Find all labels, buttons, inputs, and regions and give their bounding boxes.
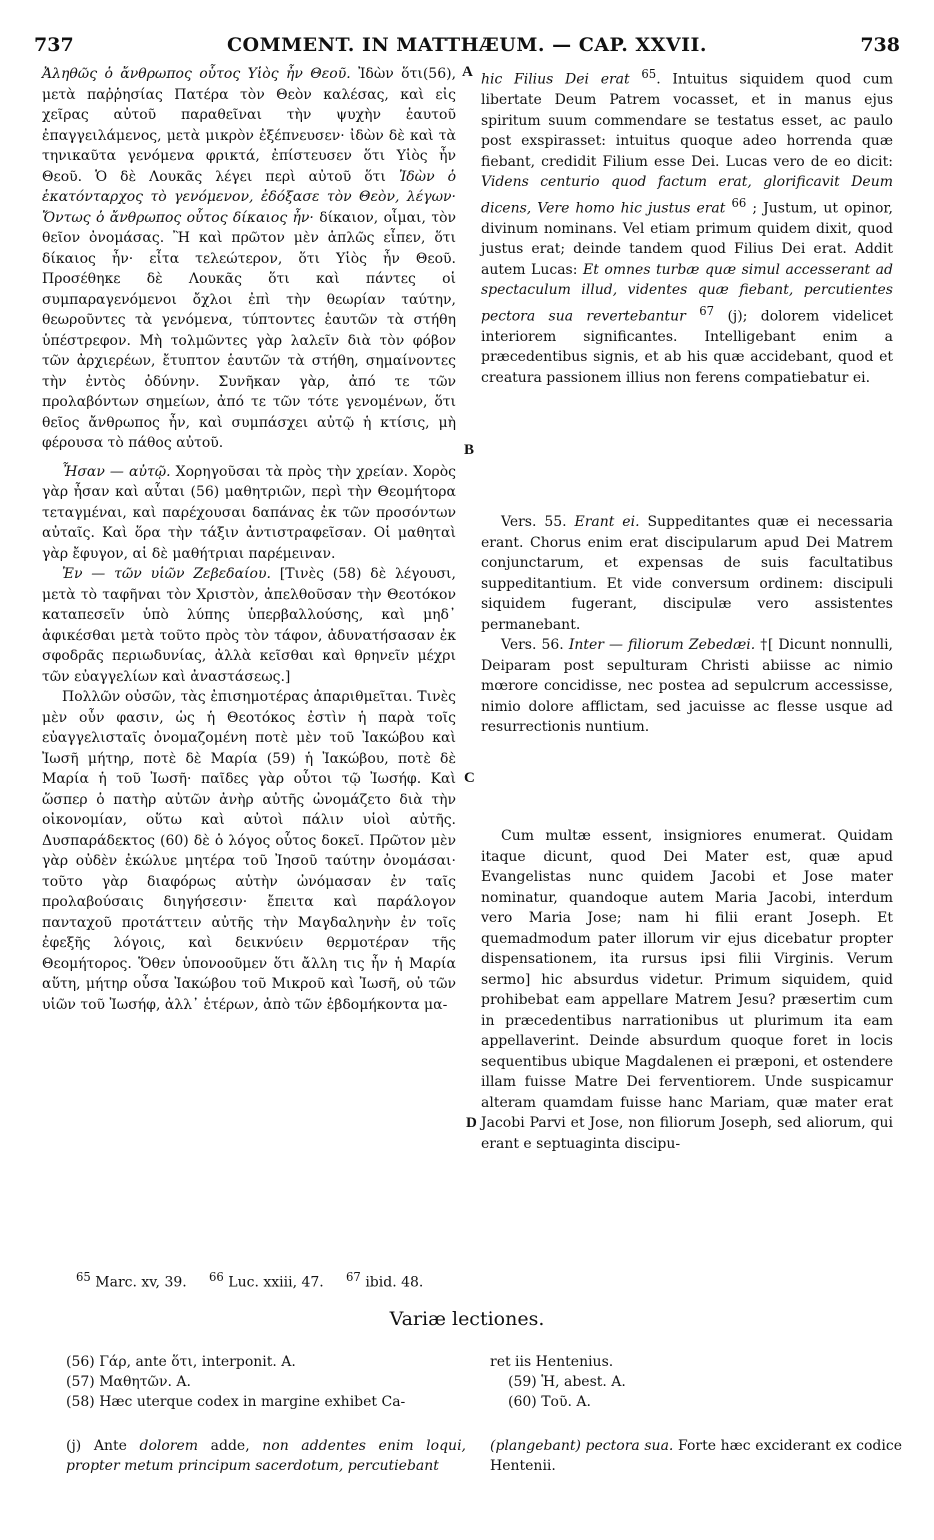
varia-item: (57) Μαθητῶν. A. bbox=[66, 1374, 191, 1390]
page-number-left: 737 bbox=[34, 34, 74, 56]
footnote-number: 66 bbox=[209, 1270, 224, 1284]
greek-column bbox=[42, 64, 456, 1015]
lemma: Ἀληθῶς ὁ ἄνθρωπος οὗτος Υἱὸς ἦν Θεοῦ. bbox=[42, 66, 351, 82]
footnote-ref: 66 bbox=[731, 195, 747, 210]
note-text: dolorem bbox=[139, 1438, 199, 1454]
latin-text: †[ Dicunt nonnulli, Deiparam post sepulturam Christi abiisse ac nimio mœrore concidisse, nec postea ad sepulcrum accessisse, nimio dolore afflictam, sed jacuisse ac flesse usque ad resurrectionis nuntium. bbox=[481, 637, 893, 735]
margin-marker-a: A bbox=[462, 64, 473, 80]
varia-item: (60) Τοῦ. A. bbox=[508, 1394, 591, 1410]
latin-text: Cum multæ essent, insigniores enumerat. Quidam itaque dicunt, quod Dei Mater est, quæ apud Evangelistas nunc quidem Jacobi et Jose mater nominatur, quandoque autem Maria Jacobi, interdum vero Maria Jose; nam hi filii erant Joseph. Et quemadmodum pater illorum vir ejus dicebatur propter dispensationem, ita rursus ipsi filii Virginis. Verum sermo] hic absurdus videtur. Primum siquidem, quid prohibebat eam appellare Matrem Jesu? præsertim cum in præcedentibus narrationibus ut plurimum ita eam appellaverint. Deinde absurdum quoque foret in locis sequentibus ubique Magdalenen ei præponi, et ostendere illam fuisse Matre Dei ferventiorem. Unde suspicamur alteram quamdam fuisse hanc Mariam, quæ mater erat Jacobi Parvi et Jose, non filiorum Joseph, sed aliorum, qui erant e septuaginta discipu- bbox=[481, 828, 893, 1152]
varia-item: ret iis Hentenius. bbox=[490, 1354, 614, 1370]
varia-item: (59) Ἡ, abest. A. bbox=[508, 1374, 626, 1390]
scripture-quote: Videns centurio quod factum erat, glorificavit Deum dicens, Vere homo hic justus erat bbox=[481, 174, 893, 217]
greek-paragraph bbox=[42, 564, 456, 687]
variae-lectiones-title: Variæ lectiones. bbox=[389, 1308, 545, 1330]
latin-text: Suppeditantes quæ ei necessaria erant. Chorus enim erat discipularum apud Dei Matrem conjunctarum, et expensas de suis facultatibus suppeditantium. Et vide conversum ordinem: discipuli siquidem fugerant, discipulæ vero assistentes permanebant. bbox=[481, 514, 894, 633]
footnotes bbox=[76, 1270, 423, 1291]
lemma: Ἐν — τῶν υἱῶν Ζεβεδαίου. bbox=[62, 566, 271, 582]
greek-text: Ἰδὼν ὅτι(56), μετὰ παῤῥησίας Πατέρα τὸν Θεὸν καλέσας, καὶ εἰς χεῖρας αὐτοῦ παραθεῖναι τὴν ψυχὴν ἑαυτοῦ ἐπαγγειλάμενος, μετὰ μικρὸν ἐξέπνευσεν· ἰδὼν δὲ καὶ τὰ τηνικαῦτα γενόμενα φρικτά, ἐπίστευσεν ὅτι Υἱὸς ἦν Θεοῦ. Ὁ δὲ Λουκᾶς λέγει περὶ αὐτοῦ ὅτι bbox=[42, 66, 457, 185]
latin-text: (j); dolorem videlicet interiorem significantes. Intelligebant enim a præcedentibus signis, et ab his quæ accidebant, quod et creatura passionem illius non ferens compatiebatur ei. bbox=[481, 308, 894, 386]
greek-text: δίκαιον, οἶμαι, τὸν θεῖον ὀνομάσας. Ἢ καὶ πρῶτον μὲν ἁπλῶς εἶπεν, ὅτι δίκαιος ἦν· εἶτα τελεώτερον, ὅτι Υἱὸς ἦν Θεοῦ. Προσέθηκε δὲ Λουκᾶς ὅτι καὶ πάντες οἱ συμπαραγενόμενοι ὄχλοι ἐπὶ τὴν θεωρίαν ταύτην, θεωροῦντες τὰ γενόμενα, τύπτοντες ἑαυτῶν τὰ στήθη ὑπέστρεφον. Μὴ τολμῶντες γὰρ λαλεῖν διὰ τὸν φόβον τῶν ἀρχιερέων, ἔτυπτον ἑαυτῶν τὰ στήθη, σημαίνοντες τὴν ἐντὸς ὀδύνην. Συνῆκαν γὰρ, ἀπό τε τῶν προλαβόντων σημείων, ἀπό τε τῶν τότε γενομένων, ὅτι θεῖος ἄνθρωπος ἦν, καὶ συμπάσχει αὐτῷ ἡ κτίσις, μὴ φέρουσα τὸ πάθος αὐτοῦ. bbox=[42, 209, 457, 451]
verse-ref: Vers. 56. bbox=[501, 637, 564, 653]
footnote-ref: 65 bbox=[641, 67, 657, 81]
footnote-number: 67 bbox=[346, 1270, 361, 1284]
note-text: (j) Ante bbox=[66, 1438, 127, 1454]
greek-paragraph bbox=[42, 462, 456, 565]
page-number-right: 738 bbox=[860, 34, 900, 56]
latin-paragraph bbox=[481, 512, 893, 635]
greek-paragraph bbox=[42, 64, 456, 454]
note-text: Forte hæc exciderant ex codice Hentenii. bbox=[490, 1438, 902, 1474]
lemma: Inter — filiorum Zebedæi. bbox=[568, 637, 756, 653]
editorial-note-left bbox=[66, 1436, 466, 1476]
latin-column-block-3 bbox=[481, 826, 893, 1154]
scripture-quote: Ἰδὼν ὁ ἑκατόνταρχος τὸ γενόμενον, ἐδόξασε τὸν Θεὸν, λέγων· Ὄντως ὁ ἄνθρωπος οὗτος δίκαιος ἦν· bbox=[42, 168, 457, 226]
latin-text: ; Justum, ut opinor, divinum nominans. Vel etiam primum quidem dixit, quod justus erat; deinde tandem quod Filius Dei erat. Addit autem Lucas: bbox=[481, 200, 894, 278]
verse-ref: Vers. 55. bbox=[501, 514, 567, 530]
footnote-text: Luc. xxiii, 47. bbox=[228, 1274, 324, 1291]
variae-left bbox=[66, 1352, 466, 1412]
latin-column-block-2 bbox=[481, 512, 893, 738]
varia-item: (58) Hæc uterque codex in margine exhibet Ca- bbox=[66, 1394, 406, 1410]
latin-paragraph bbox=[481, 826, 893, 1154]
note-text: (plangebant) pectora sua. bbox=[490, 1438, 674, 1454]
variae-right bbox=[490, 1352, 890, 1412]
lemma: Erant ei. bbox=[574, 514, 640, 530]
note-text: non addentes enim loqui, propter metum principum sacerdotum, percutiebant bbox=[66, 1438, 466, 1474]
latin-paragraph bbox=[481, 64, 893, 388]
running-title: COMMENT. IN MATTHÆUM. — CAP. XXVII. bbox=[226, 34, 708, 56]
latin-paragraph bbox=[481, 635, 893, 738]
margin-marker-c: C bbox=[464, 770, 475, 786]
footnote-number: 65 bbox=[76, 1270, 91, 1284]
scripture-quote: Et omnes turbæ quæ simul accesserant ad spectaculum illud, videntes quæ fiebant, percutientes pectora sua revertebantur bbox=[481, 261, 893, 325]
lemma: Ἦσαν — αὐτῷ. bbox=[62, 463, 171, 480]
margin-marker-d: D bbox=[466, 1115, 477, 1131]
greek-text: Χορηγοῦσαι τὰ πρὸς τὴν χρείαν. Χορὸς γὰρ ἦσαν καὶ αὗται (56) μαθητριῶν, περὶ τὴν Θεομήτορα τεταγμέναι, καὶ παρέχουσαι δαπάνας ἐκ τῶν προσόντων αὐταῖς. Καὶ ὅρα τὴν τάξιν ἀντιστραφεῖσαν. Οἱ μαθηταὶ γὰρ ἔφυγον, αἱ δὲ μαθήτριαι παρέμειναν. bbox=[42, 463, 456, 562]
varia-item: (56) Γάρ, ante ὅτι, interponit. A. bbox=[66, 1354, 296, 1370]
margin-marker-b: B bbox=[464, 442, 475, 458]
greek-text: Πολλῶν οὐσῶν, τὰς ἐπισημοτέρας ἀπαριθμεῖται. Τινὲς μὲν οὖν φασιν, ὡς ἡ Θεοτόκος ἐστὶν ἡ παρὰ τοῖς εὐαγγελισταῖς ὀνομαζομένη ποτὲ μὲν τοῦ Ἰακώβου καὶ Ἰωσῆ μήτηρ, ποτὲ δὲ Μαρία (59) ἡ Ἰακώβου, ποτὲ δὲ Μαρία ἡ τοῦ Ἰωσῆ· παῖδες γὰρ οὗτοι τῷ Ἰωσήφ. Καὶ ὥσπερ ὁ πατὴρ αὐτῶν ἀνὴρ αὐτῆς ὠνομάζετο διὰ τὴν οἰκονομίαν, οὕτω καὶ αὐτοὶ πάλιν υἱοὶ αὐτῆς. Δυσπαράδεκτος (60) δὲ ὁ λόγος οὗτος δοκεῖ. Πρῶτον μὲν γὰρ οὐδὲν ἐκώλυε μητέρα τοῦ Ἰησοῦ ταύτην ὀνομάσαι· τοῦτο γὰρ διαφόρως αὐτὴν ὠνόμασαν ἐν ταῖς προλαβούσαις διηγήσεσιν· ἔπειτα καὶ παράλογον πανταχοῦ προτάττειν αὐτῆς τὴν Μαγδαληνὴν ἐν τοῖς ἐφεξῆς λόγοις, καὶ δεικνύειν θερμοτέραν τῆς Θεομήτορος. Ὅθεν ὑπονοοῦμεν ὅτι ἄλλη τις ἦν ἡ Μαρία αὕτη, μήτηρ οὖσα Ἰακώβου τοῦ Μικροῦ καὶ Ἰωσῆ, οὐ τῶν υἱῶν τοῦ Ἰωσήφ, ἀλλ᾽ ἑτέρων, ἀπὸ τῶν ἑβδομήκοντα μα- bbox=[42, 689, 456, 1013]
scripture-quote: hic Filius Dei erat bbox=[481, 71, 630, 88]
footnote-text: ibid. 48. bbox=[365, 1274, 424, 1291]
editorial-note-right bbox=[490, 1436, 902, 1476]
footnote-text: Marc. xv, 39. bbox=[95, 1274, 187, 1291]
latin-text: . Intuitus siquidem quod cum libertate Deum Patrem vocasset, et in manus ejus spiritum suum commendare se testatus esset, ac paulo post exspirasset: intuitus quoque adeo horrenda quæ fiebant, credidit Filium esse Dei. Lucas vero de eo dicit: bbox=[481, 71, 893, 170]
note-text: adde, bbox=[210, 1438, 250, 1454]
page-header bbox=[34, 34, 900, 60]
latin-column-block-1 bbox=[481, 64, 893, 388]
greek-text: [Τινὲς (58) δὲ λέγουσι, μετὰ τὸ ταφῆναι τὸν Χριστὸν, ἀπελθοῦσαν τὴν Θεοτόκον καταπεσεῖν ὑπὸ λύπης ὑπερβαλλούσης, καὶ μηδ᾽ ἀφικέσθαι μετὰ τοῦτο πρὸς τὸν τάφον, ἀδυνατήσασαν ἐκ σφοδρᾶς περιωδυνίας, ἀλλὰ κεῖσθαι καὶ θρηνεῖν μέχρι τῶν εὐαγγελίων καὶ ἀναστάσεως.] bbox=[42, 566, 456, 685]
footnote-ref: 67 bbox=[699, 303, 715, 318]
greek-paragraph bbox=[42, 687, 456, 1015]
